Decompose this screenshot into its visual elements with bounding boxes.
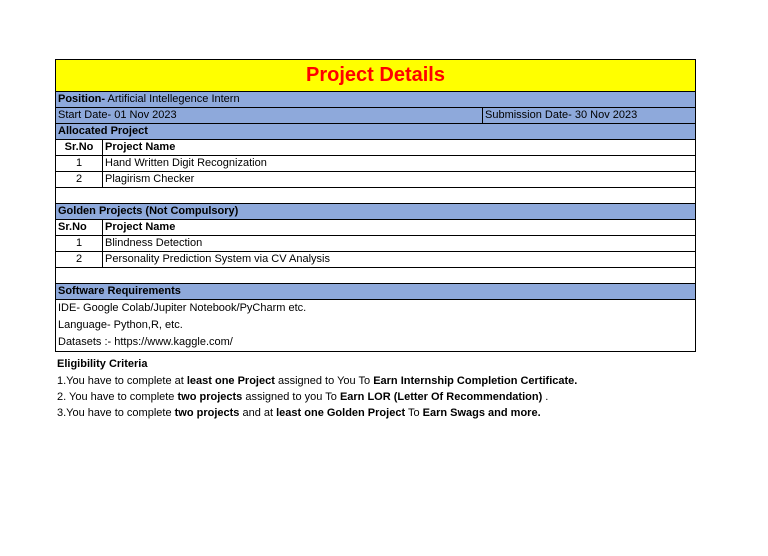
position-row: [56, 91, 695, 107]
page-title: Project Details: [56, 60, 695, 91]
software-heading: Software Requirements: [58, 285, 181, 297]
spacer-row: [56, 267, 695, 283]
allocated-header-row: [56, 139, 695, 155]
project-details-table: [55, 59, 696, 352]
position-label: Position-: [58, 93, 106, 105]
table-row: [56, 171, 695, 187]
table-row: [56, 155, 695, 171]
criteria-line: 2. You have to complete two projects assigned to you To Earn LOR (Letter Of Recommendation) .: [57, 391, 549, 403]
table-row: [56, 235, 695, 251]
eligibility-heading: Eligibility Criteria: [57, 358, 148, 370]
criteria-line: 3.You have to complete two projects and at least one Golden Project To Earn Swags and more.: [57, 407, 541, 419]
row-sr: 1: [56, 156, 103, 171]
dates-row: [56, 107, 695, 123]
spacer-row: [56, 187, 695, 203]
software-lines: [56, 299, 695, 351]
col-name: Project Name: [105, 141, 176, 153]
start-date: Start Date- 01 Nov 2023: [56, 108, 483, 123]
eligibility-criteria: [57, 356, 697, 421]
submission-date: Submission Date- 30 Nov 2023: [485, 109, 638, 121]
table-row: [56, 251, 695, 267]
golden-header-row: [56, 219, 695, 235]
row-name: Blindness Detection: [105, 237, 203, 249]
allocated-heading: Allocated Project: [58, 125, 148, 137]
row-sr: 1: [56, 236, 103, 251]
golden-heading: Golden Projects (Not Compulsory): [58, 205, 239, 217]
software-line: IDE- Google Colab/Jupiter Notebook/PyCharm etc.: [58, 302, 307, 314]
software-heading-row: [56, 283, 695, 299]
allocated-heading-row: [56, 123, 695, 139]
row-name: Personality Prediction System via CV Analysis: [105, 253, 330, 265]
row-name: Hand Written Digit Recognization: [105, 157, 267, 169]
col-sr: Sr.No: [56, 220, 103, 235]
position-value: Artificial Intellegence Intern: [105, 93, 240, 105]
criteria-line: 1.You have to complete at least one Project assigned to You To Earn Internship Completion Certificate.: [57, 375, 578, 387]
col-sr: Sr.No: [56, 140, 103, 155]
row-sr: 2: [56, 252, 103, 267]
row-name: Plagirism Checker: [105, 173, 195, 185]
golden-heading-row: [56, 203, 695, 219]
col-name: Project Name: [105, 221, 176, 233]
row-sr: 2: [56, 172, 103, 187]
software-line: Datasets :- https://www.kaggle.com/: [58, 336, 233, 348]
software-line: Language- Python,R, etc.: [58, 319, 183, 331]
